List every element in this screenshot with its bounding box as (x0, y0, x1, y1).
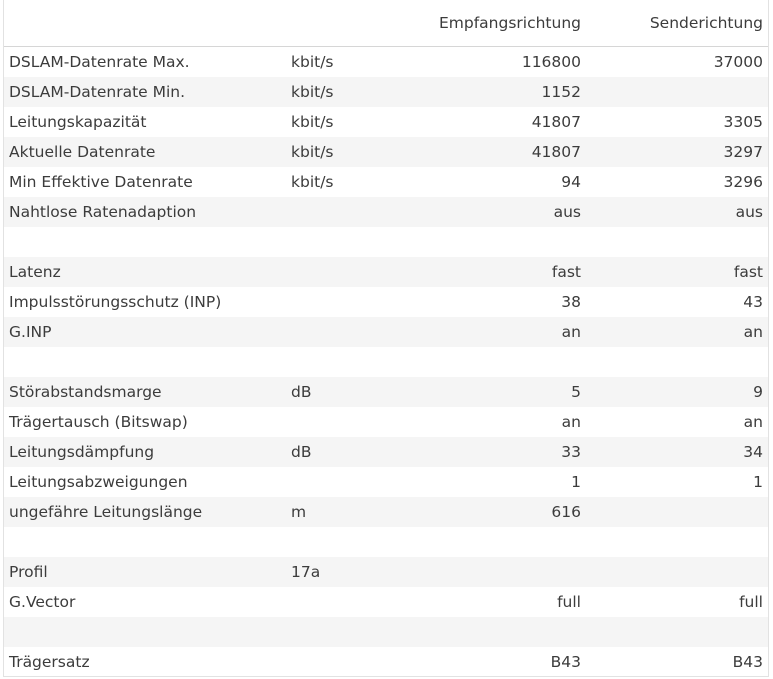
row-unit: kbit/s (291, 173, 334, 191)
table-row (4, 347, 768, 377)
table-row (4, 47, 768, 77)
row-downstream-value: 616 (551, 503, 581, 521)
row-label: Impulsstörungsschutz (INP) (9, 293, 222, 311)
row-downstream-value: 116800 (521, 53, 581, 71)
table-row (4, 77, 768, 107)
row-label: Leitungsdämpfung (9, 443, 155, 461)
row-downstream-value: 38 (561, 293, 581, 311)
table-row (4, 437, 768, 467)
table-row (4, 617, 768, 647)
table-row (4, 587, 768, 617)
row-upstream-value: 3296 (723, 173, 763, 191)
row-label: ungefähre Leitungslänge (9, 503, 203, 521)
row-downstream-value: aus (553, 203, 581, 221)
row-label: G.INP (9, 323, 52, 341)
table-row (4, 227, 768, 257)
row-downstream-value: 41807 (531, 113, 581, 131)
row-downstream-value: B43 (550, 653, 581, 671)
row-downstream-value: 41807 (531, 143, 581, 161)
row-upstream-value: 37000 (713, 53, 763, 71)
row-upstream-value: 3297 (723, 143, 763, 161)
row-upstream-value: an (743, 413, 763, 431)
row-upstream-value: an (743, 323, 763, 341)
row-downstream-value: an (561, 323, 581, 341)
row-unit: m (291, 503, 307, 521)
header-upstream: Senderichtung (649, 14, 763, 32)
row-upstream-value: fast (733, 263, 763, 281)
row-unit: kbit/s (291, 143, 334, 161)
row-unit: 17a (291, 563, 321, 581)
table-row (4, 407, 768, 437)
row-upstream-value: aus (735, 203, 763, 221)
row-label: Min Effektive Datenrate (9, 173, 193, 191)
table-row (4, 377, 768, 407)
row-label: Aktuelle Datenrate (9, 143, 156, 161)
row-downstream-value: 1 (571, 473, 581, 491)
row-unit: kbit/s (291, 53, 334, 71)
row-downstream-value: fast (551, 263, 581, 281)
row-label: DSLAM-Datenrate Min. (9, 83, 186, 101)
table-row (4, 137, 768, 167)
row-upstream-value: 43 (743, 293, 763, 311)
row-label: Nahtlose Ratenadaption (9, 203, 197, 221)
row-label: DSLAM-Datenrate Max. (9, 53, 190, 71)
row-upstream-value: full (739, 593, 763, 611)
row-label: Trägertausch (Bitswap) (9, 413, 188, 431)
table-row (4, 527, 768, 557)
table-row (4, 167, 768, 197)
row-label: Störabstandsmarge (9, 383, 162, 401)
table-row (4, 497, 768, 527)
row-label: Profil (9, 563, 48, 581)
row-label: Leitungskapazität (9, 113, 147, 131)
row-unit: dB (291, 443, 312, 461)
row-upstream-value: B43 (732, 653, 763, 671)
row-label: Latenz (9, 263, 61, 281)
dsl-information-table (3, 0, 769, 677)
row-upstream-value: 3305 (723, 113, 763, 131)
table-row (4, 467, 768, 497)
table-row (4, 317, 768, 347)
row-downstream-value: 5 (571, 383, 581, 401)
row-downstream-value: an (561, 413, 581, 431)
row-downstream-value: 1152 (541, 83, 581, 101)
row-unit: kbit/s (291, 83, 334, 101)
row-unit: kbit/s (291, 113, 334, 131)
table-header (4, 0, 768, 47)
row-downstream-value: 33 (561, 443, 581, 461)
table-row (4, 197, 768, 227)
row-label: G.Vector (9, 593, 76, 611)
row-upstream-value: 34 (743, 443, 763, 461)
row-upstream-value: 9 (753, 383, 763, 401)
row-downstream-value: 94 (561, 173, 581, 191)
row-label: Leitungsabzweigungen (9, 473, 188, 491)
row-unit: dB (291, 383, 312, 401)
table-row (4, 557, 768, 587)
header-downstream: Empfangsrichtung (438, 14, 581, 32)
table-row (4, 647, 768, 677)
row-upstream-value: 1 (753, 473, 763, 491)
table-row (4, 287, 768, 317)
table-row (4, 107, 768, 137)
table-row (4, 257, 768, 287)
row-downstream-value: full (557, 593, 581, 611)
row-label: Trägersatz (9, 653, 90, 671)
